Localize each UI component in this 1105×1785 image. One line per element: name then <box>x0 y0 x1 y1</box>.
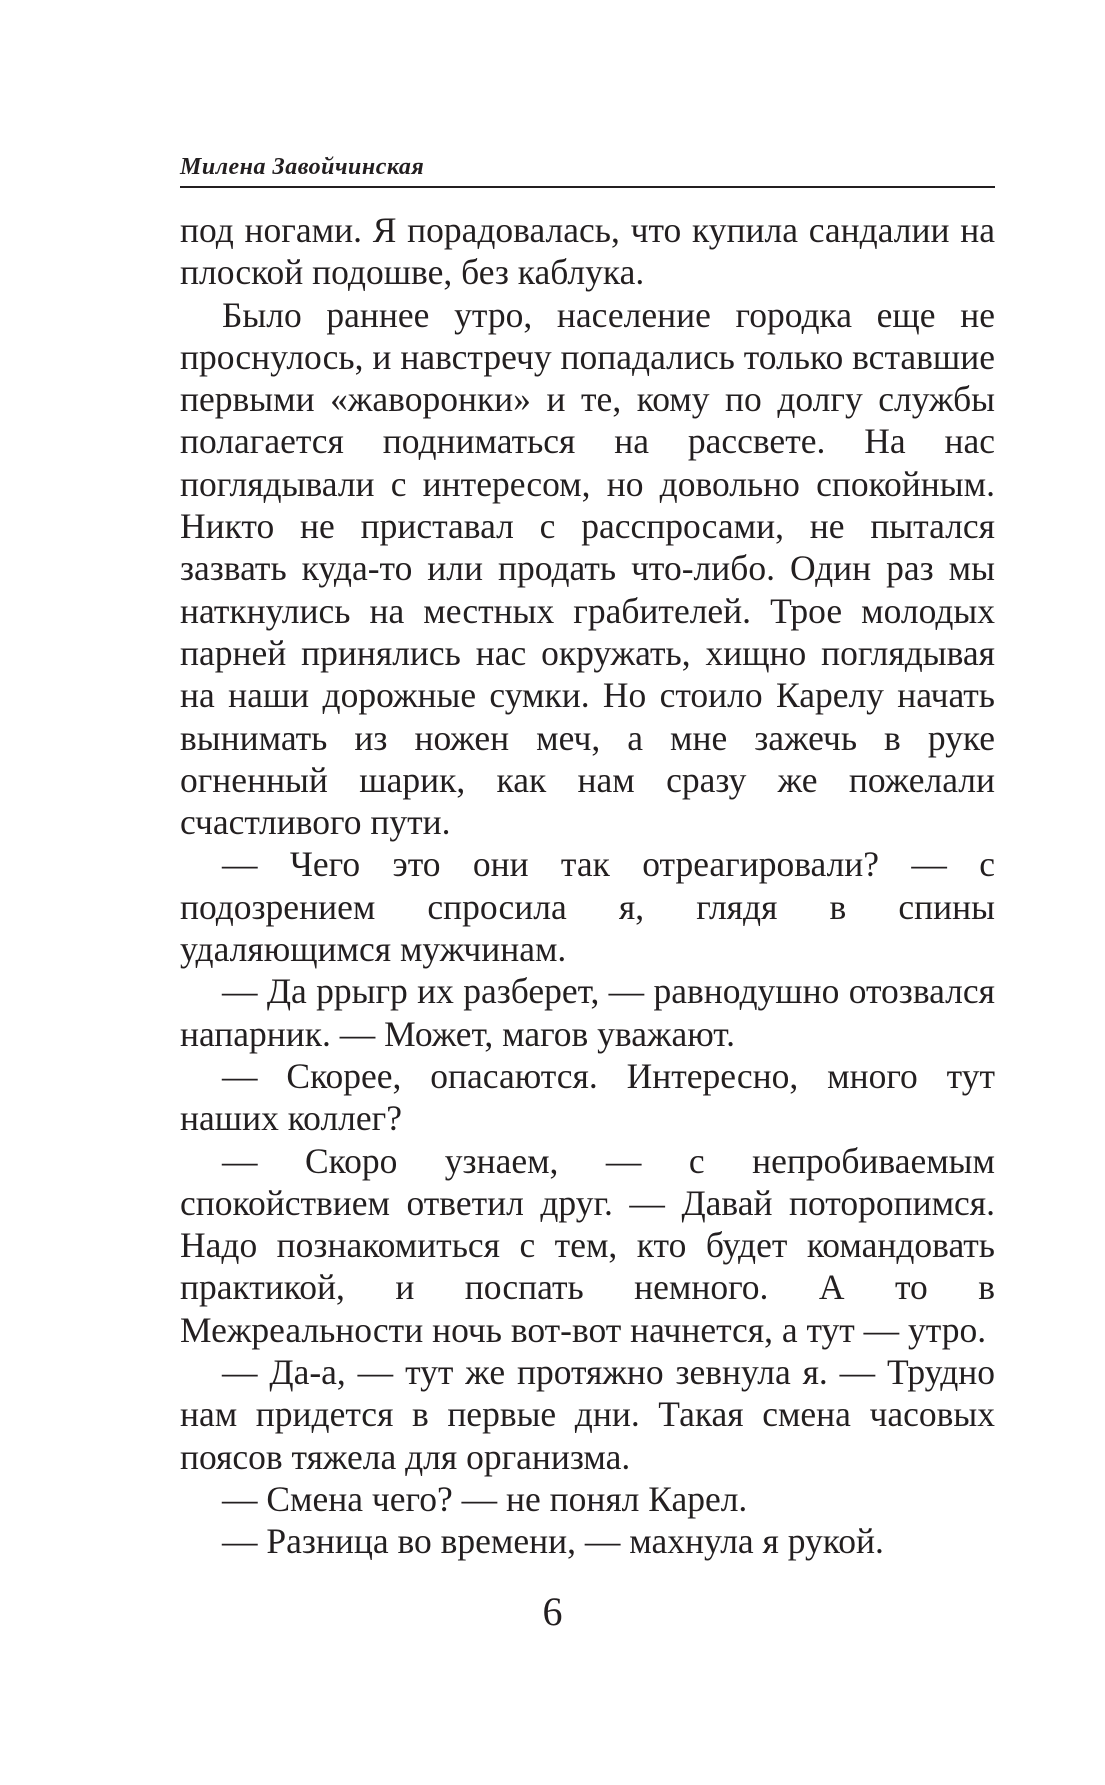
author-name: Милена Завойчинская <box>180 154 425 180</box>
paragraph-7: — Да-а, — тут же протяжно зевнула я. — Трудно нам придется в первые дни. Такая смена часовых поясов тяжела для организма. <box>180 1352 995 1477</box>
paragraph-6: — Скоро узнаем, — с непробиваемым спокойствием ответил друг. — Давай поторопимся. Надо познакомиться с тем, кто будет командовать практикой, и поспать немного. А то в Межреальности ночь вот-вот начнется, а тут — утро. <box>180 1140 995 1350</box>
body-text <box>180 209 995 1563</box>
page-number: 6 <box>542 1589 563 1634</box>
running-head <box>180 146 995 188</box>
paragraph-2: Было раннее утро, население городка еще не проснулось, и навстречу попадались только вставшие первыми «жаворонки» и те, кому по долгу службы полагается подниматься на рассвете. На нас поглядывали с интересом, но довольно спокойным. Никто не приставал с расспросами, не пытался зазвать куда-то или продать что-либо. Один раз мы наткнулись на местных грабителей. Трое молодых парней принялись нас окружать, хищно поглядывая на наши дорожные сумки. Но стоило Карелу начать вынимать из ножен меч, а мне зажечь в руке огненный шарик, как нам сразу же пожелали счастливого пути. <box>180 294 995 843</box>
paragraph-3: — Чего это они так отреагировали? — с подозрением спросила я, глядя в спины удаляющимся мужчинам. <box>180 844 995 970</box>
paragraph-9: — Разница во времени, — махнула я рукой. <box>222 1521 884 1562</box>
paragraph-4: — Да ррыгр их разберет, — равнодушно отозвался напарник. — Может, магов уважают. <box>180 971 995 1054</box>
paragraph-5: — Скорее, опасаются. Интересно, много тут наших коллег? <box>180 1055 995 1139</box>
paragraph-1: под ногами. Я порадовалась, что купила сандалии на плоской подошве, без каблука. <box>180 210 995 293</box>
paragraph-8: — Смена чего? — не понял Карел. <box>222 1478 748 1519</box>
